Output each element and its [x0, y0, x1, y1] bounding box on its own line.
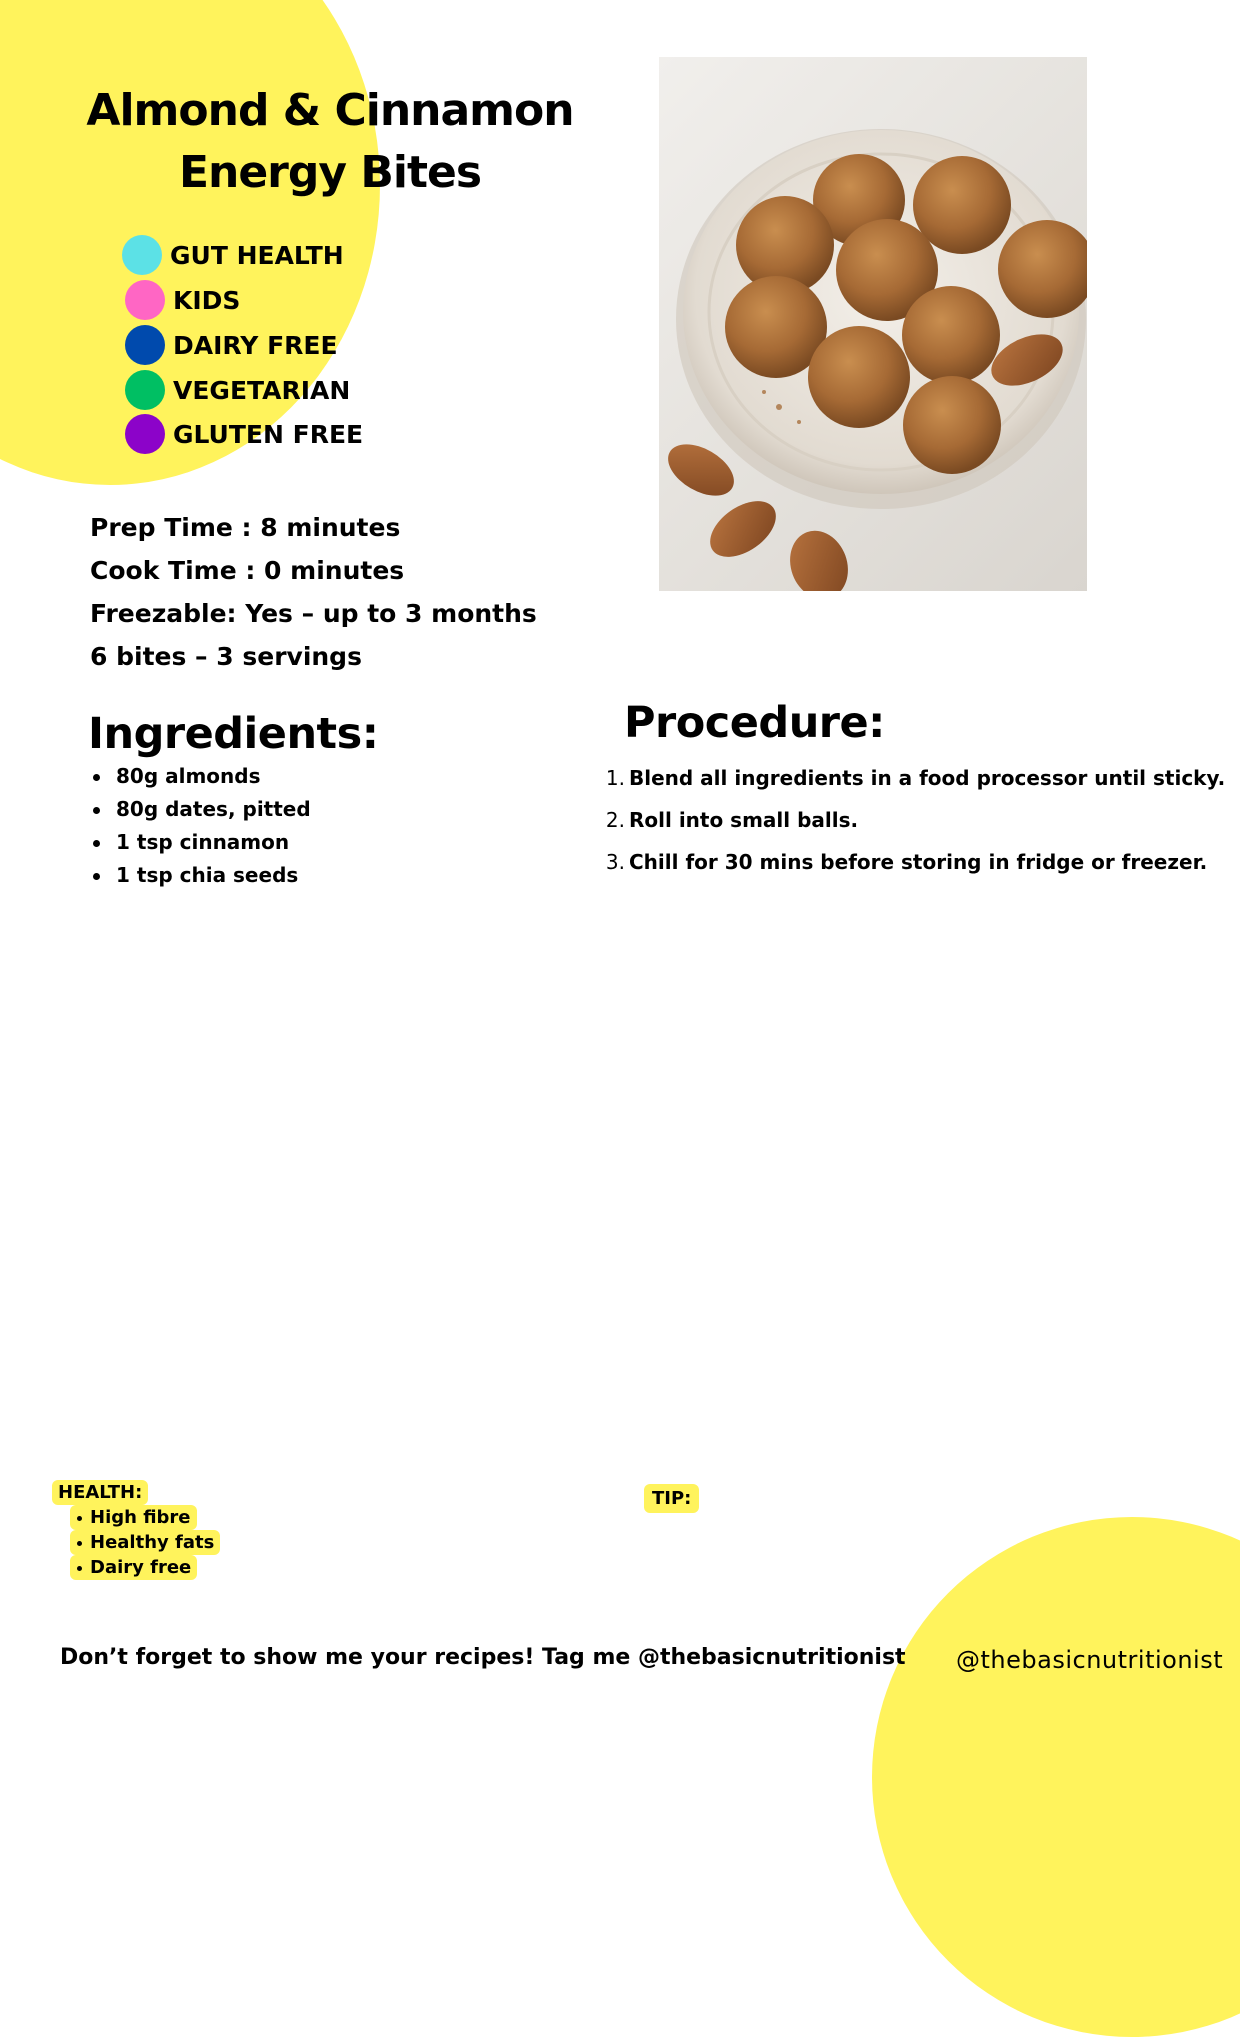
procedure-list: [596, 761, 1225, 887]
health-item: Dairy free: [70, 1555, 197, 1580]
freezable: Freezable: Yes – up to 3 months: [90, 599, 537, 628]
ingredient-item: 80g almonds: [90, 760, 311, 793]
servings: 6 bites – 3 servings: [90, 642, 362, 671]
tag-label: DAIRY FREE: [173, 330, 338, 360]
step-text: Chill for 30 mins before storing in fridge or freezer.: [629, 850, 1208, 874]
procedure-title: Procedure:: [624, 698, 885, 748]
step-number: 2.: [605, 808, 625, 832]
ingredients-list: [90, 760, 311, 892]
recipe-title: [60, 80, 600, 204]
tag-kids: [125, 281, 363, 319]
prep-time: Prep Time : 8 minutes: [90, 513, 401, 542]
tag-label: GUT HEALTH: [170, 240, 344, 270]
step-number: 3.: [605, 850, 625, 874]
tag-dot-icon: [125, 370, 165, 410]
tag-gut-health: [122, 236, 363, 274]
recipe-photo: [659, 57, 1087, 591]
tag-dot-icon: [125, 414, 165, 454]
tag-label: VEGETARIAN: [173, 375, 351, 405]
footer-cta: Don’t forget to show me your recipes! Tag me @thebasicnutritionist: [60, 1645, 906, 1670]
tip-label: TIP:: [644, 1484, 699, 1513]
health-label: HEALTH:: [52, 1480, 148, 1505]
step-text: Blend all ingredients in a food processor until sticky.: [629, 766, 1226, 790]
step-number: 1.: [605, 766, 625, 790]
decorative-blob-bottom: [872, 1517, 1240, 2037]
tag-dot-icon: [122, 235, 162, 275]
ingredient-item: 1 tsp cinnamon: [90, 826, 311, 859]
tag-gluten-free: [125, 415, 363, 453]
step-text: Roll into small balls.: [629, 808, 859, 832]
ingredient-item: 1 tsp chia seeds: [90, 859, 311, 892]
tag-label: KIDS: [173, 285, 241, 315]
diet-tags: [122, 236, 363, 459]
cook-time: Cook Time : 0 minutes: [90, 556, 405, 585]
tag-dot-icon: [125, 280, 165, 320]
procedure-step: [596, 845, 1225, 887]
energy-bites-illustration: [659, 57, 1087, 591]
health-item: Healthy fats: [70, 1530, 220, 1555]
social-handle: @thebasicnutritionist: [956, 1646, 1224, 1674]
tag-vegetarian: [125, 371, 363, 409]
ingredients-title: Ingredients:: [88, 709, 379, 759]
tag-dairy-free: [125, 326, 363, 364]
recipe-title-line2: Energy Bites: [178, 147, 482, 198]
ingredient-item: 80g dates, pitted: [90, 793, 311, 826]
procedure-step: [596, 761, 1225, 803]
tag-label: GLUTEN FREE: [173, 419, 364, 449]
health-item: High fibre: [70, 1505, 197, 1530]
procedure-step: [596, 803, 1225, 845]
tag-dot-icon: [125, 325, 165, 365]
recipe-facts: [90, 506, 537, 678]
health-list: [70, 1505, 220, 1580]
recipe-title-line1: Almond & Cinnamon: [86, 85, 574, 136]
